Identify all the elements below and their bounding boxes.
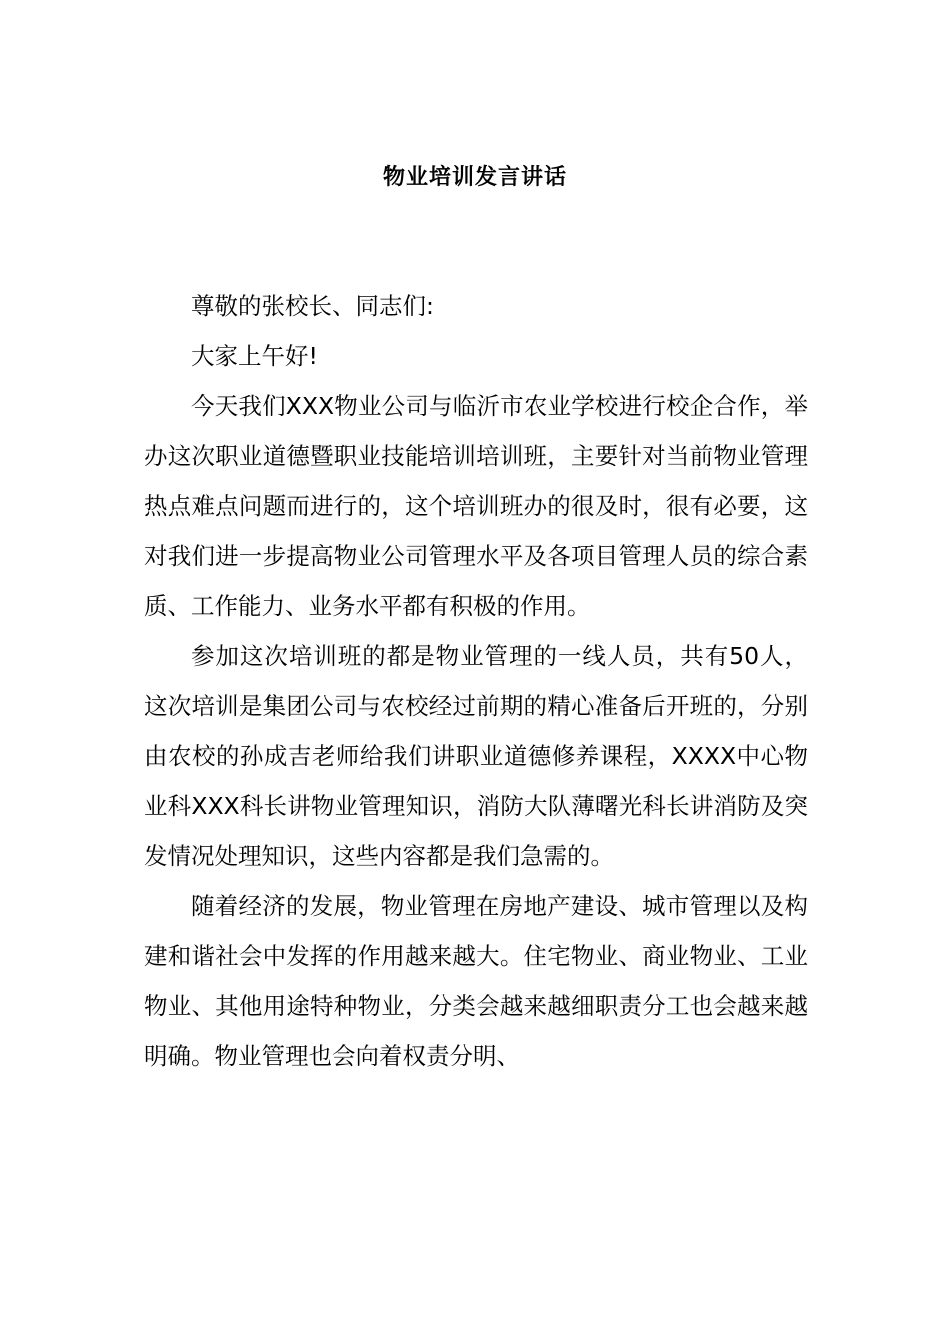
body-paragraph: 参加这次培训班的都是物业管理的一线人员，共有50人，这次培训是集团公司与农校经过前期的精心准备后开班的，分别由农校的孙成吉老师给我们讲职业道德修养课程，XXXX中心物业科XXX科长讲物业管理知识，消防大队薄曙光科长讲消防及突发情况处理知识，这些内容都是我们急需的。 — [144, 642, 808, 870]
salutation: 尊敬的张校长、同志们: — [191, 292, 434, 320]
document-body — [144, 281, 808, 1081]
greeting: 大家上午好! — [191, 342, 318, 370]
page-title: 物业培训发言讲话 — [382, 165, 567, 190]
body-paragraph: 今天我们XXX物业公司与临沂市农业学校进行校企合作，举办这次职业道德暨职业技能培训培训班，主要针对当前物业管理热点难点问题而进行的，这个培训班办的很及时，很有必要，这对我们进一步提高物业公司管理水平及各项目管理人员的综合素质、工作能力、业务水平都有积极的作用。 — [144, 392, 808, 620]
body-paragraph: 随着经济的发展，物业管理在房地产建设、城市管理以及构建和谐社会中发挥的作用越来越大。住宅物业、商业物业、工业物业、其他用途特种物业，分类会越来越细职责分工也会越来越明确。物业管理也会向着权责分明、 — [144, 892, 808, 1070]
